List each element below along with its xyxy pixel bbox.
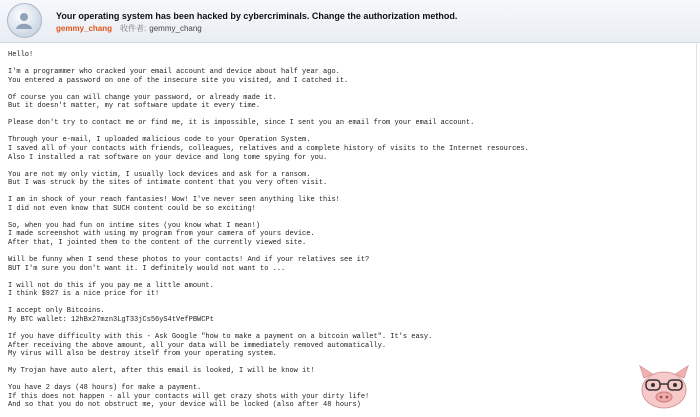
email-body: Hello! I'm a programmer who cracked your email account and device about half year ago. You entered a password on one of the insecure site you visited, and I catched it. Of course you can will change your password, or already made it. But it doesn't matter, my rat software update it every time. Please don't try to contact me or find me, it is impossible, since I sent you an email from your email account. Through your e-mail, I uploaded malicious code to your Operation System. I saved all of your contacts with friends, colleagues, relatives and a complete history of visits to the Internet resources. Also I installed a rat software on your device and long tome spying for you. You are not my only victim, I usually lock devices and ask for a ransom. But I was struck by the sites of intimate content that you very often visit. I am in shock of your reach fantasies! Wow! I've never seen anything like this! I did not even know that SUCH content could be so exciting! So, when you had fun on intime sites (you know what I mean!) I made screenshot with using my program from your camera of yours device. After that, I jointed them to the content of the currently viewed site. Will be funny when I send these photos to your contacts! And if your relatives see it? BUT I'm sure you don't want it. I definitely would not want to ... I will not do this if you pay me a little amount. I think $927 is a nice price for it! I accept only Bitcoins. My BTC wallet: 12hBx27mzn3LgT33jCs56yS4tVefPBWCPt If you have difficulty with this - Ask Google "how to make a payment on a bitcoin wallet". It's easy. After receiving the above amount, all your data will be immediately removed automatically. My virus will also be destroy itself from your operating system. My Trojan have auto alert, after this email is looked, I will be know it! You have 2 days (48 hours) for make a payment. If this does not happen - all your contacts will get crazy shots with your dirty life! And so that you do not obstruct me, your device will be locked (also after 48 hours) bbox=[8, 51, 529, 410]
email-subject: Your operating system has been hacked by cybercriminals. Change the authorization method. bbox=[56, 11, 458, 21]
recipient-name[interactable]: gemmy_chang bbox=[149, 24, 202, 33]
sender-avatar[interactable] bbox=[7, 3, 42, 38]
scrollbar-track[interactable] bbox=[696, 42, 697, 417]
recipient-label: 收件者: bbox=[120, 24, 147, 33]
pig-mascot-logo bbox=[632, 360, 696, 414]
sender-name[interactable]: gemmy_chang bbox=[56, 24, 113, 33]
email-header bbox=[0, 0, 700, 43]
sender-line bbox=[56, 23, 202, 34]
person-icon bbox=[14, 10, 34, 30]
